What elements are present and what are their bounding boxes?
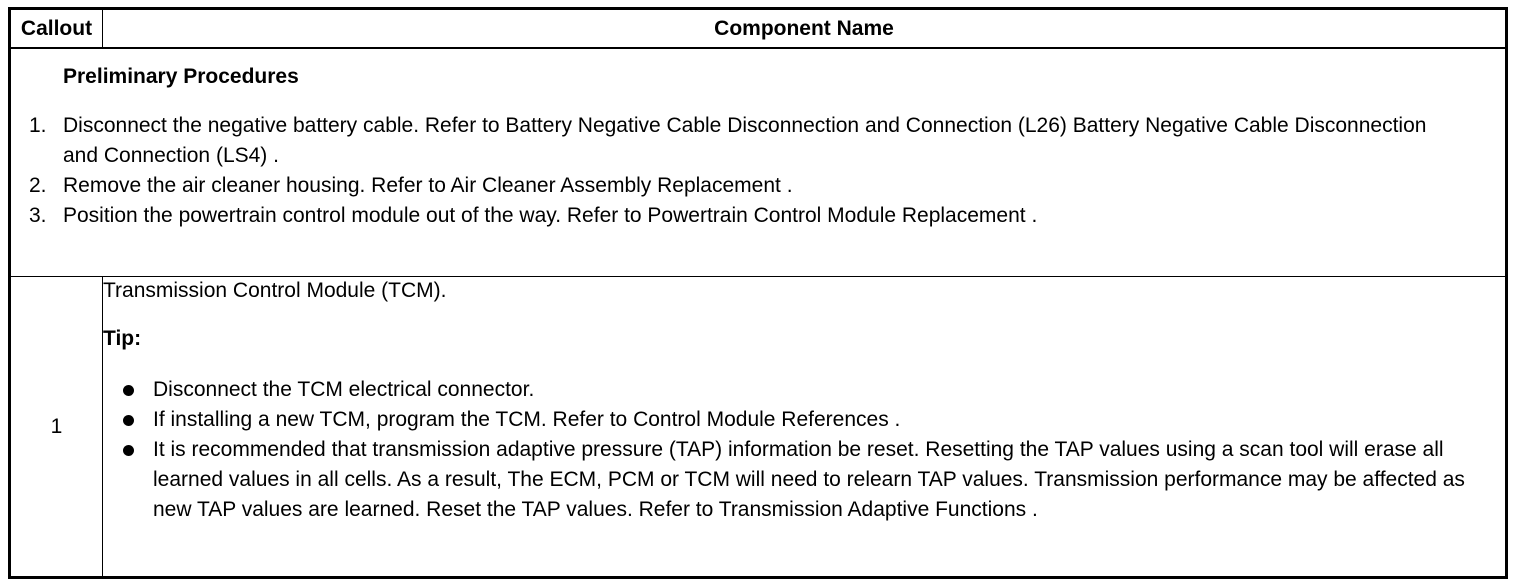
preliminary-title: Preliminary Procedures [63,65,299,88]
tip-item [103,405,1505,435]
tip-text: It is recommended that transmission adaptive pressure (TAP) information be reset. Resetting the TAP values using a scan tool will erase all learned values in all cells. As a result, The ECM, PCM or TCM will need to relearn TAP values. Transmission performance may be affected as new TAP values are learned. Reset the TAP values. Refer to Transmission Adaptive Functions . [153,438,1465,521]
procedure-table [8,7,1508,579]
step-number: 2. [29,174,47,197]
step-item [11,171,1505,201]
step-text: Remove the air cleaner housing. Refer to Air Cleaner Assembly Replacement . [63,174,793,197]
bullet-icon [123,445,134,456]
step-number: 3. [29,204,47,227]
tip-text: If installing a new TCM, program the TCM. Refer to Control Module References . [153,408,901,431]
tip-text: Disconnect the TCM electrical connector. [153,378,535,401]
component-name: Transmission Control Module (TCM). [103,279,447,302]
step-text: Position the powertrain control module out of the way. Refer to Powertrain Control Module Replacement . [63,204,1038,227]
bullet-icon [123,415,134,426]
component-name-header: Component Name [103,9,1507,49]
tip-list [103,375,1505,525]
preliminary-row [10,48,1507,277]
preliminary-steps [11,111,1505,231]
step-item [11,111,1505,171]
callout-number: 1 [10,277,103,578]
bullet-icon [123,385,134,396]
preliminary-cell [10,48,1507,277]
component-cell [103,277,1507,578]
step-item [11,201,1505,231]
tip-item [103,435,1505,525]
tip-item [103,375,1505,405]
step-number: 1. [29,114,47,137]
step-text: Disconnect the negative battery cable. Refer to Battery Negative Cable Disconnection and Connection (L26) Battery Negative Cable Disconnection and Connection (LS4) . [63,114,1427,167]
tip-label: Tip: [103,327,142,350]
header-row [10,9,1507,49]
table-row [10,277,1507,578]
callout-header: Callout [10,9,103,49]
